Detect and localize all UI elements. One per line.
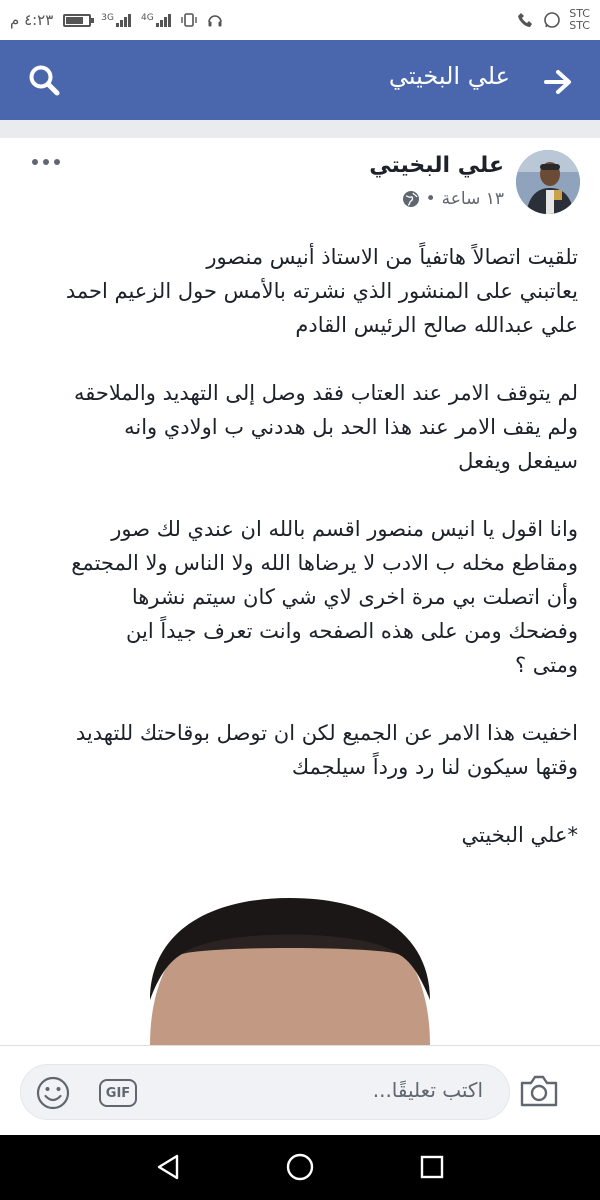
globe-icon (402, 190, 420, 208)
square-recents-icon (419, 1154, 445, 1180)
post-line: وأن اتصلت بي مرة اخرى لاي شي كان سيتم نشرها (131, 585, 578, 609)
whatsapp-icon (543, 11, 561, 29)
post-text (22, 240, 578, 886)
status-bar (0, 0, 600, 40)
emoji-button[interactable] (35, 1075, 71, 1111)
gif-button[interactable]: GIF (99, 1079, 137, 1107)
post-line: لم يتوقف الامر عند العتاب فقد وصل إلى التهديد والملاحقه (73, 381, 578, 405)
signal-icon (101, 13, 131, 27)
nav-back-button[interactable] (150, 1149, 186, 1185)
post-line: علي عبدالله صالح الرئيس القادم (295, 313, 578, 337)
more-dot-icon (32, 159, 38, 165)
avatar[interactable] (516, 150, 580, 214)
post-line: وانا اقول يا انيس منصور اقسم بالله ان عندي لك صور (111, 517, 578, 541)
search-icon (27, 63, 61, 97)
triangle-back-icon (155, 1153, 181, 1181)
carrier-1: STC (569, 7, 590, 20)
post-paragraph (22, 716, 578, 784)
battery-icon (63, 14, 91, 27)
comment-placeholder: اكتب تعليقًا... (372, 1078, 483, 1102)
status-bar-left (10, 0, 223, 40)
feed-separator (0, 120, 600, 138)
more-dot-icon (54, 159, 60, 165)
post-line: سيفعل ويفعل (458, 449, 578, 473)
carrier-labels (569, 8, 590, 32)
post-time[interactable]: ١٣ ساعة (441, 189, 504, 209)
app-header (0, 40, 600, 120)
post-author[interactable]: علي البخيتي (369, 153, 504, 178)
post-paragraph (22, 240, 578, 342)
camera-button[interactable] (518, 1073, 560, 1109)
nav-recents-button[interactable] (414, 1149, 450, 1185)
more-dot-icon (43, 159, 49, 165)
arrow-right-icon (543, 69, 573, 95)
nav-home-button[interactable] (282, 1149, 318, 1185)
vibrate-icon (181, 12, 197, 28)
camera-icon (518, 1073, 560, 1109)
status-bar-right (517, 0, 590, 40)
back-button[interactable] (538, 62, 578, 102)
post-line: تلقيت اتصالاً هاتفياً من الاستاذ أنيس منصور (206, 245, 578, 269)
page-title: علي البخيتي (388, 62, 510, 90)
headphones-icon (207, 12, 223, 28)
status-time: ٤:٢٣ م (10, 11, 54, 29)
post-paragraph (22, 818, 578, 852)
signal-icon-2 (141, 13, 171, 27)
post-line: وفضحك ومن على هذه الصفحه وانت تعرف جيداً اين (125, 619, 578, 643)
post-line: وقتها سيكون لنا رد ورداً سيلجمك (291, 755, 578, 779)
post-photo-image (0, 880, 600, 1045)
post-signature: *علي البخيتي (461, 823, 578, 847)
emoji-icon (35, 1075, 71, 1111)
post-line: ولم يقف الامر عند هذا الحد بل هددني ب اولادي وانه (124, 415, 578, 439)
comment-bar (0, 1045, 600, 1136)
meta-dot: • (425, 189, 436, 209)
post-paragraph (22, 376, 578, 478)
more-options-button[interactable] (32, 152, 64, 172)
signal-label-3g: 3G (101, 13, 114, 23)
avatar-photo (516, 150, 580, 214)
post-line: ومتى ؟ (514, 653, 578, 677)
phone-wifi-icon (517, 11, 535, 29)
post-photo[interactable] (0, 880, 600, 1045)
signal-label-4g: 4G (141, 13, 154, 23)
comment-input[interactable] (20, 1064, 510, 1120)
post-line: يعاتبني على المنشور الذي نشرته بالأمس حول الزعيم احمد (65, 279, 578, 303)
post-line: اخفيت هذا الامر عن الجميع لكن ان توصل بوقاحتك للتهديد (75, 721, 578, 745)
post-paragraph (22, 512, 578, 682)
search-button[interactable] (22, 58, 66, 102)
carrier-2: STC (569, 19, 590, 32)
post-meta (402, 189, 504, 209)
post-line: ومقاطع مخله ب الادب لا يرضاها الله ولا الناس ولا المجتمع (71, 551, 578, 575)
system-nav-bar (0, 1135, 600, 1200)
circle-home-icon (285, 1152, 315, 1182)
